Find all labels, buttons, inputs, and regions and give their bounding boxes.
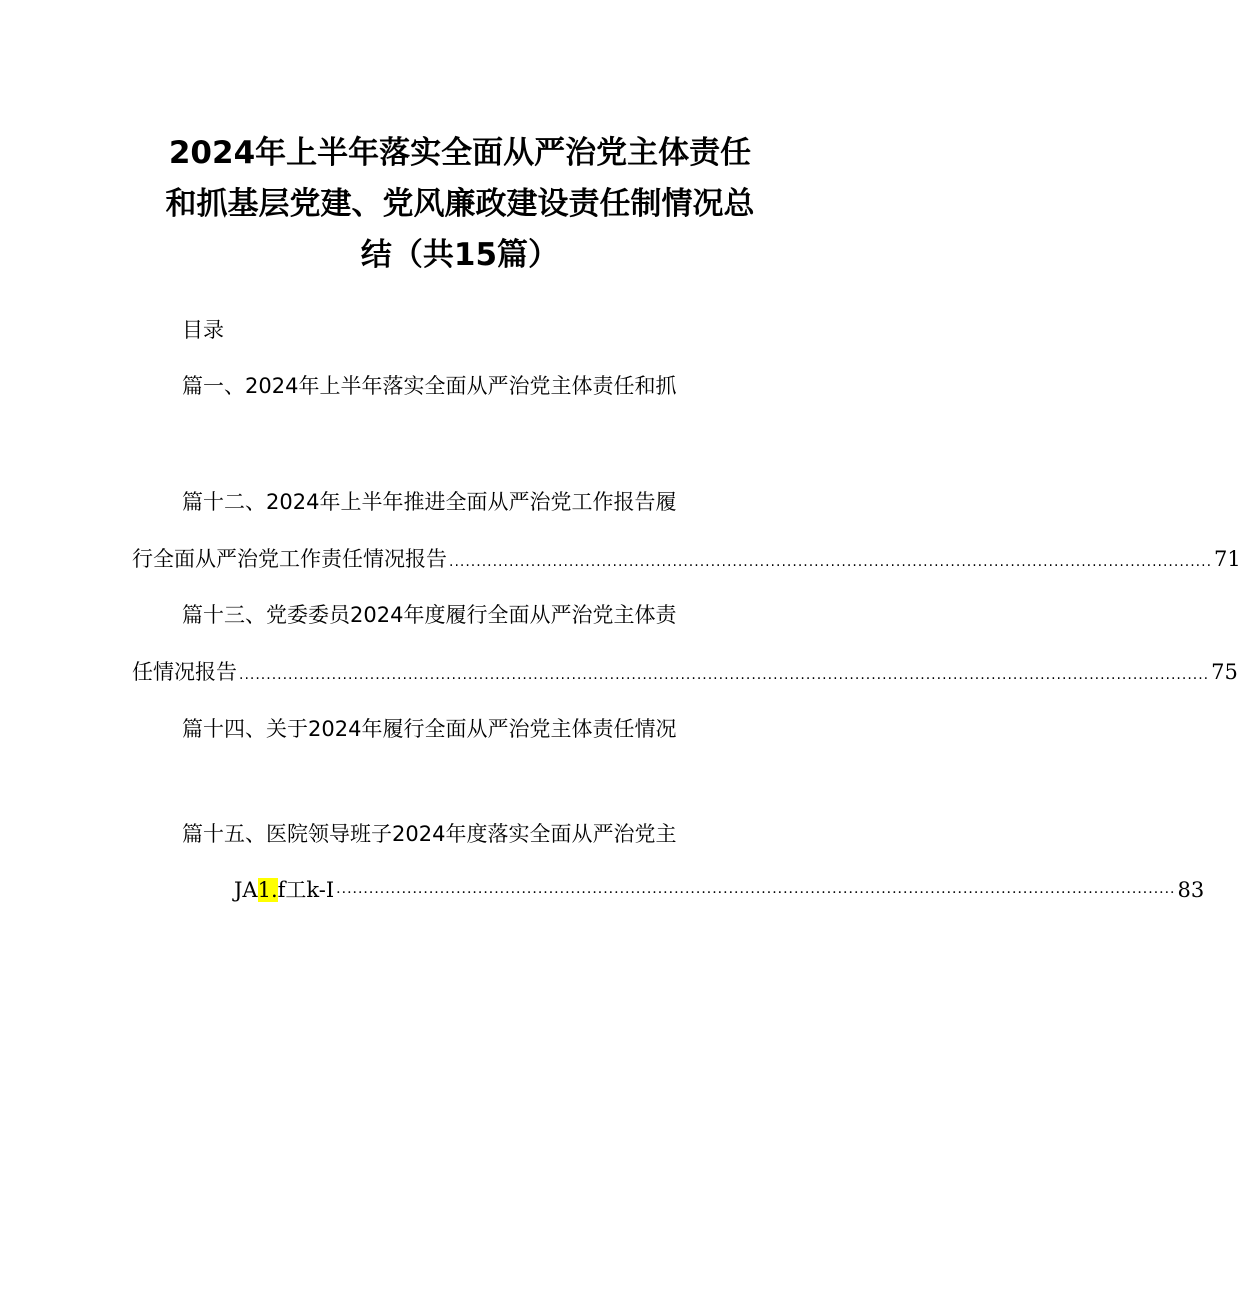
toc-entry-14[interactable] (182, 714, 676, 744)
page-number: 83 (1177, 878, 1205, 902)
toc-entry-12-text: 篇十二、2024年上半年推进全面从严治党工作报告履 (182, 490, 677, 514)
toc-entry-13[interactable] (182, 600, 676, 630)
toc-entry-15[interactable] (182, 819, 676, 849)
toc-entry-12-cont[interactable] (132, 544, 1241, 577)
dot-leader: ............................................................................................................................................ (449, 554, 1213, 570)
dot-leader: .................................................................................................................................................................................. (239, 667, 1210, 683)
dot-leader: ·························································································································································· (336, 885, 1176, 901)
document-title (130, 128, 790, 281)
toc-entry-15-cont[interactable] (234, 875, 1205, 908)
toc-entry-12[interactable] (182, 487, 676, 517)
highlighted-text: 1. (257, 878, 278, 902)
garbled-text-prefix: JA (234, 878, 258, 902)
toc-entry-13-text: 篇十三、党委委员2024年度履行全面从严治党主体责 (182, 603, 677, 627)
toc-entry-1-text: 篇一、2024年上半年落实全面从严治党主体责任和抓 (182, 374, 677, 398)
toc-entry-1[interactable] (182, 371, 676, 401)
toc-entry-13-cont[interactable] (132, 657, 1238, 690)
toc-heading: 目录 (182, 318, 224, 342)
title-line-2: 和抓基层党建、党风廉政建设责任制情况总 (165, 186, 755, 222)
toc-entry-12-text-2: 行全面从严治党工作责任情况报告 (132, 547, 447, 571)
page-number: 71 (1214, 547, 1241, 571)
toc-entry-15-text: 篇十五、医院领导班子2024年度落实全面从严治党主 (182, 822, 677, 846)
garbled-text-suffix: f工k-I (277, 878, 335, 902)
toc-entry-14-text: 篇十四、关于2024年履行全面从严治党主体责任情况 (182, 717, 677, 741)
toc-entry-13-text-2: 任情况报告 (132, 660, 237, 684)
toc-entry-15-text-2 (234, 875, 334, 905)
title-line-1: 2024年上半年落实全面从严治党主体责任 (168, 135, 752, 171)
title-line-3: 结（共15篇） (360, 237, 560, 273)
page-number: 75 (1211, 660, 1238, 684)
